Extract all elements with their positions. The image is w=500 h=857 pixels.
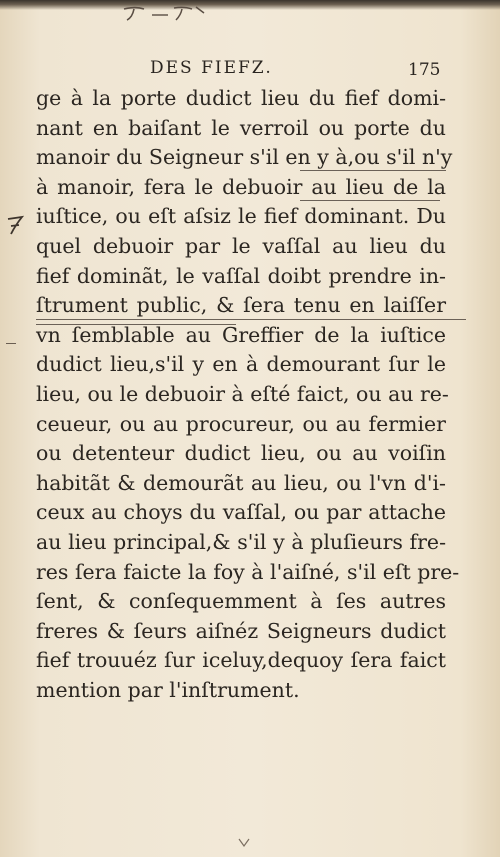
text-line: habitãt & demourãt au lieu, ou l'vn d'i-: [36, 470, 446, 495]
text-line: ſent, & conſequemment à ſes autres: [36, 589, 446, 614]
text-line: ceux au choys du vaſſal, ou par attache: [36, 500, 446, 525]
bottom-tick-mark: [238, 838, 250, 848]
text-line: fief dominãt, le vaſſal doibt prendre in-: [36, 263, 446, 288]
handwritten-underline: [300, 200, 440, 201]
text-line: dudict lieu,s'il y en à demourant ſur le: [36, 352, 446, 377]
text-line: à manoir, fera le debuoir au lieu de la: [36, 174, 446, 199]
margin-dash-mark: [6, 343, 16, 344]
text-line: mention par l'inſtrument.: [36, 677, 300, 702]
text-line: ou detenteur dudict lieu, ou au voiſin: [36, 441, 446, 466]
text-line: nant en baiſant le verroil ou porte du: [36, 115, 446, 140]
handwritten-underline: [36, 324, 236, 325]
page-number: 175: [408, 60, 441, 80]
running-title: DES FIEFZ.: [150, 58, 273, 78]
body-text: [36, 84, 460, 705]
text-line: ſtrument public, & ſera tenu en laiſſer: [36, 293, 446, 318]
margin-numeral-mark: [4, 213, 26, 237]
page-top-edge: [0, 0, 500, 10]
text-line: ceueur, ou au procureur, ou au fermier: [36, 411, 446, 436]
text-line: lieu, ou le debuoir à eſté faict, ou au re-: [36, 381, 449, 406]
text-line: fief trouuéz ſur iceluy,dequoy ſera faict: [36, 648, 446, 673]
text-line: quel debuoir par le vaſſal au lieu du: [36, 233, 446, 258]
text-line: freres & ſeurs aiſnéz Seigneurs dudict: [36, 618, 446, 643]
text-line: au lieu principal,& s'il y à pluſieurs fre-: [36, 529, 446, 554]
text-line: vn ſemblable au Greffier de la iuſtice: [36, 322, 446, 347]
handwritten-underline: [36, 319, 466, 320]
text-line: iuſtice, ou eſt aſsiz le fief dominant. Du: [36, 204, 446, 229]
handwritten-underline: [300, 170, 446, 171]
text-line: manoir du Seigneur s'il en y à,ou s'il n'y: [36, 145, 453, 170]
handwritten-scribble-mark: [118, 3, 208, 23]
text-line: ge à la porte dudict lieu du fief domi-: [36, 86, 446, 110]
text-line: res ſera faicte la foy à l'aiſné, s'il eſt pre-: [36, 559, 460, 584]
